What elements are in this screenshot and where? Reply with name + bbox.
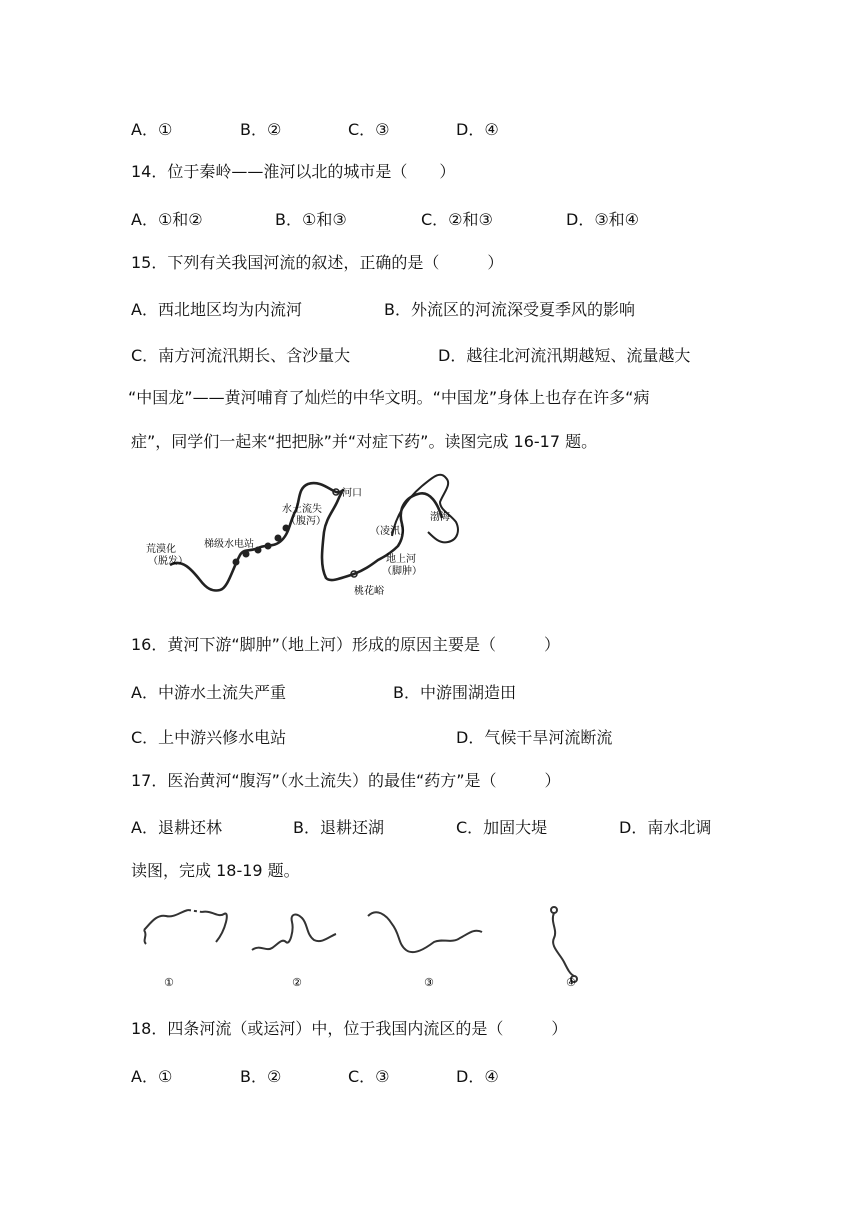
q18-option-c[interactable]: C．③ (348, 1067, 390, 1086)
rivers-label-1: ① (164, 976, 174, 989)
q15-stem: 15．下列有关我国河流的叙述，正确的是（ ） (131, 253, 504, 272)
q17-option-a[interactable]: A．退耕还林 (131, 818, 222, 837)
q17-stem: 17．医治黄河“腹泻”（水土流失）的最佳“药方”是（ ） (131, 771, 561, 790)
yellow-river-map (140, 470, 480, 610)
rivers-label-2: ② (292, 976, 302, 989)
q14-stem: 14．位于秦岭——淮河以北的城市是（ ） (131, 162, 456, 181)
q14-option-c[interactable]: C．②和③ (421, 210, 493, 229)
label-erosion: 水土流失 (282, 504, 322, 515)
q15-option-a[interactable]: A．西北地区均为内流河 (131, 300, 302, 319)
q16-option-d[interactable]: D．气候干旱河流断流 (456, 728, 613, 747)
label-elevated: 地上河 (386, 554, 416, 565)
q15-option-d[interactable]: D．越往北河流汛期越短、流量越大 (438, 346, 691, 365)
q13-option-a[interactable]: A．① (131, 120, 173, 139)
label-source-sub: （脱发） (148, 556, 188, 567)
q13-option-b[interactable]: B．② (240, 120, 282, 139)
intro-18-19: 读图，完成 18-19 题。 (131, 861, 300, 880)
q18-stem: 18．四条河流（或运河）中，位于我国内流区的是（ ） (131, 1019, 568, 1038)
q17-option-d[interactable]: D．南水北调 (619, 818, 712, 837)
q15-option-c[interactable]: C．南方河流汛期长、含沙量大 (131, 346, 351, 365)
q18-option-b[interactable]: B．② (240, 1067, 282, 1086)
label-hekou: 河口 (342, 488, 362, 499)
intro-16-17-line1: “中国龙”——黄河哺育了灿烂的中华文明。“中国龙”身体上也存在许多“病 (128, 388, 650, 407)
q16-option-b[interactable]: B．中游围湖造田 (393, 683, 516, 702)
q14-option-b[interactable]: B．①和③ (275, 210, 347, 229)
intro-16-17-line2: 症”，同学们一起来“把把脉”并“对症下药”。读图完成 16-17 题。 (131, 432, 598, 451)
q18-option-a[interactable]: A．① (131, 1067, 173, 1086)
label-source: 荒漠化 (146, 544, 176, 555)
river-3 (368, 912, 482, 952)
label-elevated-sub: （脚肿） (382, 566, 422, 577)
q18-option-d[interactable]: D．④ (456, 1067, 499, 1086)
q16-option-a[interactable]: A．中游水土流失严重 (131, 683, 286, 702)
label-bohai: 渤海 (430, 512, 450, 523)
label-dams: 梯级水电站 (204, 539, 254, 550)
label-taohuayu: 桃花峪 (354, 586, 384, 597)
q16-option-c[interactable]: C．上中游兴修水电站 (131, 728, 287, 747)
rivers-label-3: ③ (424, 976, 434, 989)
river-4 (551, 907, 577, 982)
q17-option-c[interactable]: C．加固大堤 (456, 818, 548, 837)
river-1 (144, 910, 227, 944)
q16-stem: 16．黄河下游“脚肿”（地上河）形成的原因主要是（ ） (131, 635, 560, 654)
river-2 (252, 915, 336, 950)
q13-option-d[interactable]: D．④ (456, 120, 499, 139)
label-lingxun: （凌汛） (370, 526, 410, 537)
rivers-figure (130, 900, 600, 995)
q14-option-a[interactable]: A．①和② (131, 210, 203, 229)
q14-option-d[interactable]: D．③和④ (566, 210, 640, 229)
label-erosion-sub: （腹泻） (286, 516, 326, 527)
q13-option-c[interactable]: C．③ (348, 120, 390, 139)
q17-option-b[interactable]: B．退耕还湖 (293, 818, 384, 837)
q15-option-b[interactable]: B．外流区的河流深受夏季风的影响 (384, 300, 635, 319)
rivers-label-4: ④ (566, 976, 576, 989)
